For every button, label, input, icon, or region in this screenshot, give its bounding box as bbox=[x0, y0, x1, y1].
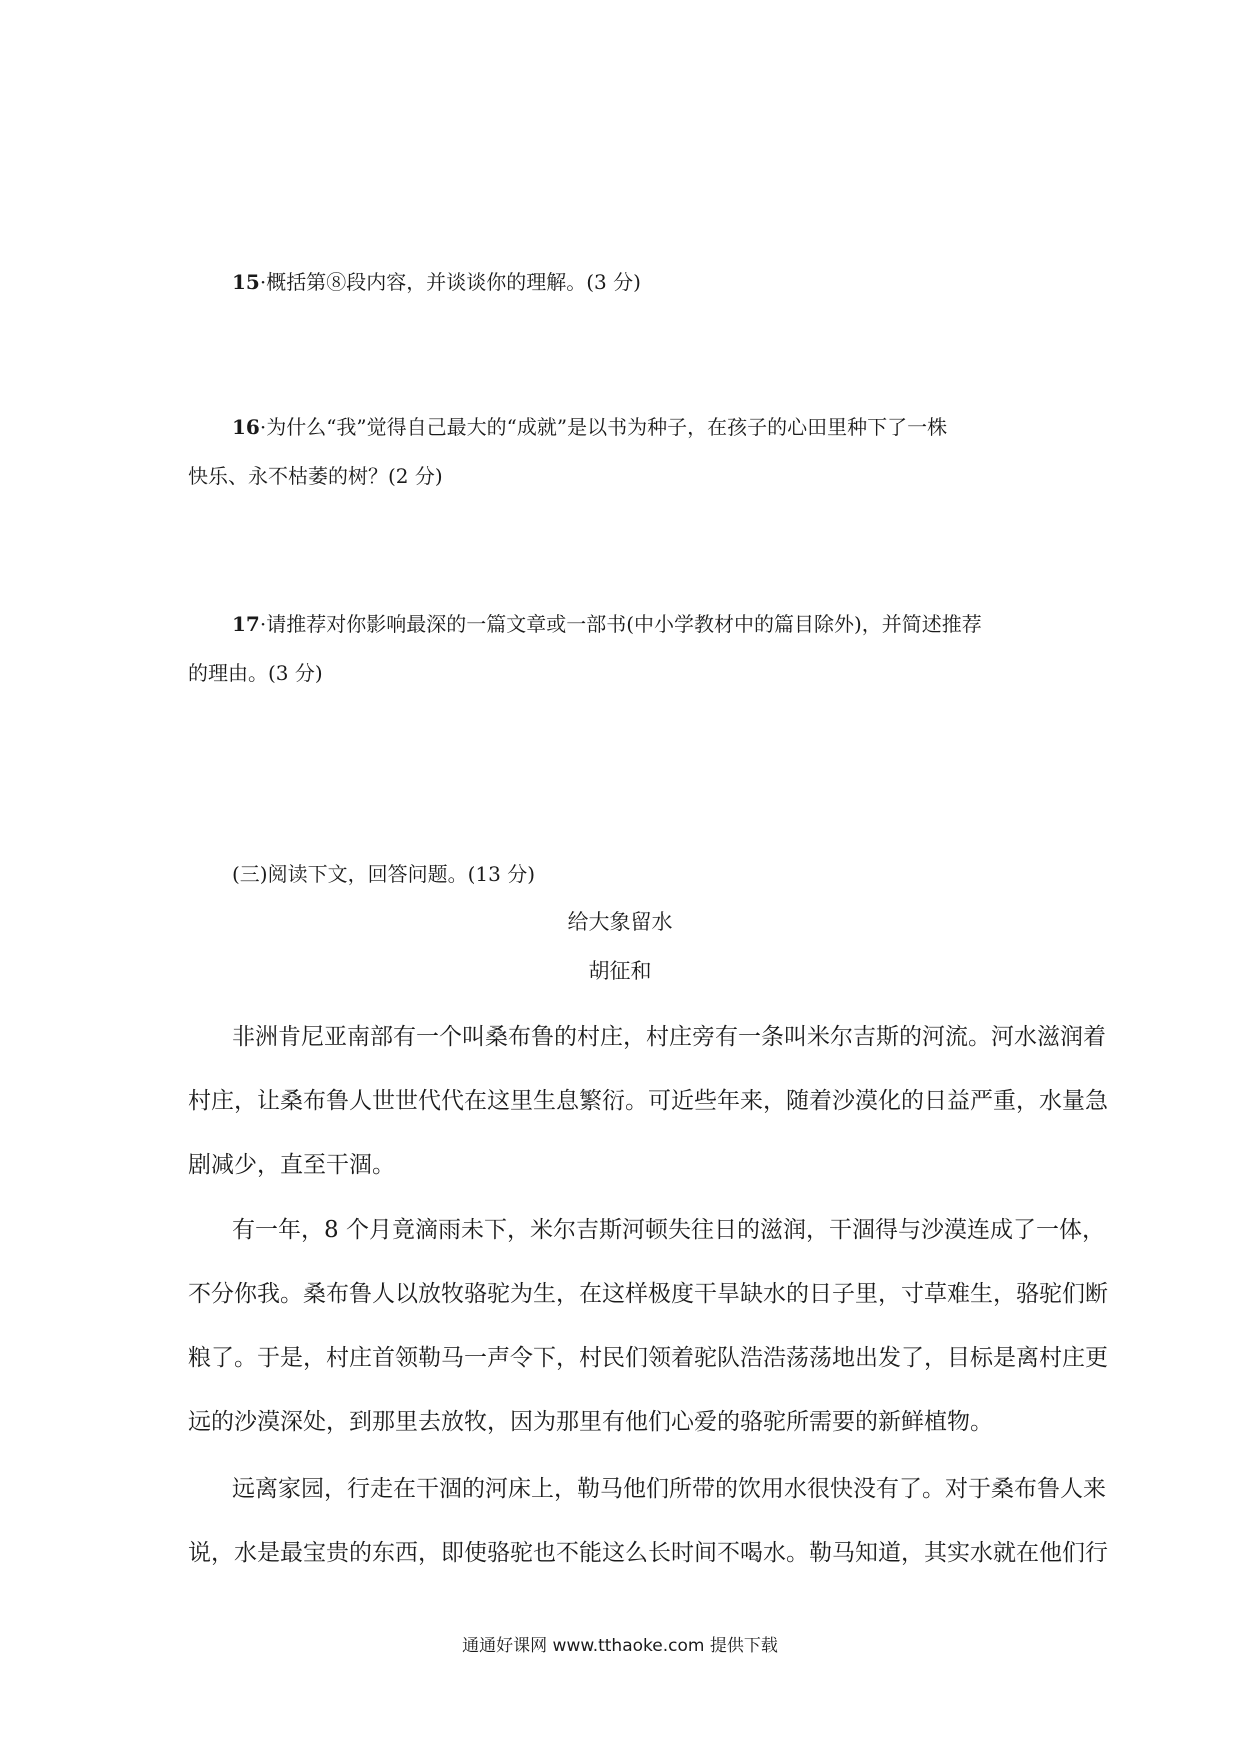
question-text: ·请推荐对你影响最深的一篇文章或一部书(中小学教材中的篇目除外)，并简述推荐 bbox=[259, 612, 982, 636]
paragraph-line: 说，水是最宝贵的东西，即使骆驼也不能这么长时间不喝水。勒马知道，其实水就在他们行 bbox=[188, 1540, 1108, 1566]
question-text: ·为什么“我”觉得自己最大的“成就”是以书为种子，在孩子的心田里种下了一株 bbox=[259, 415, 948, 439]
paragraph-line: 有一年，8 个月竟滴雨未下，米尔吉斯河顿失往日的滋润，干涸得与沙漠连成了一体， bbox=[232, 1217, 1105, 1243]
question-line bbox=[232, 413, 947, 441]
question-line: 的理由。(3 分) bbox=[188, 661, 323, 685]
paragraph-line: 粮了。于是，村庄首领勒马一声令下，村民们领着驼队浩浩荡荡地出发了，目标是离村庄更 bbox=[188, 1345, 1108, 1371]
paragraph-line: 村庄，让桑布鲁人世世代代在这里生息繁衍。可近些年来，随着沙漠化的日益严重，水量急 bbox=[188, 1088, 1108, 1114]
question-number: 16 bbox=[232, 415, 260, 439]
page-footer: 通通好课网 www.tthaoke.com 提供下载 bbox=[462, 1636, 778, 1656]
article-author: 胡征和 bbox=[588, 959, 652, 983]
question-line: 快乐、永不枯萎的树？(2 分) bbox=[188, 464, 443, 488]
paragraph-line: 远的沙漠深处，到那里去放牧，因为那里有他们心爱的骆驼所需要的新鲜植物。 bbox=[188, 1409, 993, 1435]
paragraph-line: 非洲肯尼亚南部有一个叫桑布鲁的村庄，村庄旁有一条叫米尔吉斯的河流。河水滋润着 bbox=[232, 1024, 1106, 1050]
question-line bbox=[232, 268, 641, 296]
paragraph-line: 剧减少，直至干涸。 bbox=[188, 1152, 395, 1178]
paragraph-line: 远离家园，行走在干涸的河床上，勒马他们所带的饮用水很快没有了。对于桑布鲁人来 bbox=[232, 1476, 1106, 1502]
section-intro: (三)阅读下文，回答问题。(13 分) bbox=[232, 862, 536, 886]
paragraph-line: 不分你我。桑布鲁人以放牧骆驼为生，在这样极度干旱缺水的日子里，寸草难生，骆驼们断 bbox=[188, 1281, 1108, 1307]
question-text: ·概括第⑧段内容，并谈谈你的理解。(3 分) bbox=[259, 270, 641, 294]
question-number: 17 bbox=[232, 612, 260, 636]
question-line bbox=[232, 610, 982, 638]
question-number: 15 bbox=[232, 270, 260, 294]
article-title: 给大象留水 bbox=[567, 910, 673, 934]
